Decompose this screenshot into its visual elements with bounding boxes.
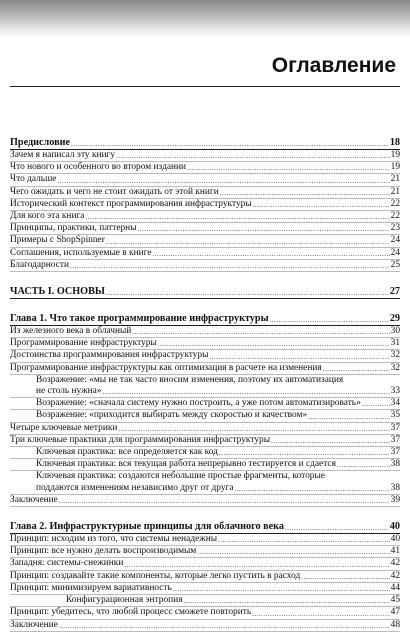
dot-leader (252, 610, 389, 619)
page-title: Оглавление (271, 54, 396, 77)
toc-entry[interactable] (10, 534, 400, 546)
dot-leader (158, 340, 390, 349)
toc-entry-title: Предисловие (10, 137, 70, 148)
toc-entry-title-line1: Ключевая практика: создаются небольшие простые фрагменты, которые (36, 471, 325, 482)
toc-entry-page: 42 (390, 570, 400, 581)
toc-entry-page: 37 (390, 434, 400, 445)
toc-entry-title: Конфигурационная энтропия (66, 595, 183, 606)
toc-entry-title: Программирование инфраструктуры (10, 338, 157, 349)
toc-entry[interactable] (10, 447, 400, 459)
dot-leader (235, 485, 390, 494)
toc-entry[interactable] (10, 435, 400, 447)
toc-entry-title: Программирование инфраструктуры как оптимизация в расчете на изменения (10, 362, 322, 373)
toc-entry[interactable] (10, 326, 400, 338)
toc-entry-wrapped[interactable] (10, 375, 400, 398)
toc-entry[interactable] (10, 459, 400, 471)
toc-entry[interactable] (10, 174, 400, 186)
dot-leader (323, 365, 390, 374)
dot-leader (59, 497, 390, 506)
toc-entry-page: 19 (390, 162, 400, 173)
toc-entry-page: 38 (390, 459, 400, 470)
toc-entry-page: 48 (390, 619, 400, 630)
toc-entry-title: Соглашения, используемые в книге (10, 247, 152, 258)
toc-entry-title: Что дальше (10, 174, 57, 185)
toc-entry-title: Возражение: «сначала систему нужно построить, а уже потом автоматизировать» (36, 398, 361, 409)
toc-entry-page: 31 (390, 338, 400, 349)
toc-entry[interactable] (10, 607, 400, 619)
dot-leader (197, 548, 389, 557)
toc-entry-title: Благодарности (10, 259, 69, 270)
toc-entry-page: 24 (390, 235, 400, 246)
toc-entry[interactable] (10, 495, 400, 507)
dot-leader (285, 524, 389, 533)
toc-entry-title: Четыре ключевые метрики (10, 422, 118, 433)
toc-entry-page: 45 (390, 595, 400, 606)
toc-entry-title: Три ключевые практики для программирования инфраструктуры (10, 434, 270, 445)
toc-entry-page: 40 (390, 534, 400, 545)
dot-leader (116, 152, 390, 161)
toc-entry[interactable] (10, 338, 400, 350)
dot-leader (173, 585, 390, 594)
toc-entry-page: 32 (390, 350, 400, 361)
toc-entry-page: 37 (390, 447, 400, 458)
toc-entry-page: 30 (390, 326, 400, 337)
toc-entry-title: Зачем я написал эту книгу (10, 150, 116, 160)
toc-entry-title: Из железного века в облачный (10, 326, 132, 337)
toc-entry[interactable] (10, 199, 400, 211)
toc-entry-chapter-2[interactable] (10, 521, 400, 534)
toc-entry-page: 33 (390, 386, 400, 397)
dot-leader (184, 597, 390, 606)
dot-leader (253, 201, 390, 210)
section-gap (10, 272, 400, 285)
toc-entry-title-line2: поддаются изменениям независимо друг от друга (36, 482, 234, 493)
toc-entry-page: 27 (389, 286, 400, 298)
dot-leader (106, 289, 389, 298)
dot-leader (71, 140, 389, 149)
toc-entry-chapter-1[interactable] (10, 313, 400, 326)
toc-entry-title: Принципы, практики, паттерны (10, 223, 137, 234)
dot-leader (70, 262, 390, 271)
toc-entry-title: ЧАСТЬ I. ОСНОВЫ (10, 286, 105, 298)
toc-entry-page: 23 (390, 223, 400, 234)
toc-entry-page: 22 (390, 211, 400, 222)
toc-entry-title: Принцип: минимизируем вариативность (10, 582, 172, 593)
toc-entry[interactable] (10, 363, 400, 375)
toc-entry-page: 32 (390, 362, 400, 373)
dot-leader (152, 250, 389, 259)
toc-entry-title: Глава 1. Что такое программирование инфраструктуры (10, 313, 269, 325)
toc-entry-page: 35 (390, 410, 400, 421)
toc-entry-title: Заключение (10, 619, 58, 630)
toc-entry[interactable] (10, 162, 400, 174)
toc-entry-title-line1: Возражение: «мы не так часто вносим изменения, поэтому их автоматизация (36, 374, 344, 385)
toc-entry[interactable] (10, 235, 400, 247)
dot-leader (138, 225, 390, 234)
toc-entry[interactable] (10, 211, 400, 223)
toc-entry-title: Для кого эта книга (10, 211, 85, 222)
dot-leader (209, 353, 389, 362)
toc-entry-title: Примеры с ShopSpinner (10, 235, 105, 246)
toc-entry[interactable] (10, 187, 400, 199)
toc-entry-page: 47 (390, 607, 400, 618)
dot-leader (102, 388, 389, 397)
dot-leader (270, 316, 389, 325)
toc-entry[interactable] (10, 223, 400, 235)
toc-entry-title: Достоинства программирования инфраструктуры (10, 350, 209, 361)
dot-leader (106, 238, 390, 247)
toc-entry[interactable] (10, 150, 400, 162)
toc-entry-title: Принцип: исходим из того, что системы ненадежны (10, 534, 218, 545)
toc-entry-title: Чего ожидать и чего не стоит ожидать от этой книги (10, 186, 219, 197)
toc-entry-title: Ключевая практика: вся текущая работа непрерывно тестируется и сдается (36, 459, 336, 470)
toc-entry-page: 42 (390, 558, 400, 569)
toc-entry-title: Возражение: «приходится выбирать между скоростью и качеством» (36, 410, 308, 421)
toc-entry-preface[interactable] (10, 137, 400, 150)
section-gap (10, 507, 400, 520)
header-gradient-band (0, 0, 410, 38)
toc-entry-page: 39 (390, 494, 400, 505)
toc-entry-title: Принцип: убедитесь, что любой процесс сможете повторить (10, 607, 252, 618)
toc-entry[interactable] (10, 620, 400, 632)
toc-entry-page: 34 (390, 398, 400, 409)
toc-entry-title: Ключевая практика: все определяется как код (36, 447, 218, 458)
toc-entry-title: Заключение (10, 494, 58, 505)
toc-entry-title: Исторический контекст программирования инфраструктуры (10, 198, 252, 209)
dot-leader (132, 328, 389, 337)
toc-entry-title: Принцип: все нужно делать воспроизводимым (10, 546, 197, 557)
toc-entry[interactable] (10, 350, 400, 362)
dot-leader (271, 437, 390, 446)
toc-entry[interactable] (10, 595, 400, 607)
dot-leader (301, 573, 389, 582)
toc-entry[interactable] (10, 571, 400, 583)
dot-leader (59, 622, 390, 631)
toc-entry-page: 24 (390, 247, 400, 258)
toc-entry-page: 40 (389, 521, 400, 533)
toc-entry-wrapped[interactable] (10, 471, 400, 494)
toc-entry[interactable] (10, 398, 400, 410)
dot-leader (220, 189, 390, 198)
toc-entry-page: 44 (390, 582, 400, 593)
title-divider (10, 86, 400, 87)
toc-entry-title-line2: не столь нужна» (36, 386, 102, 397)
toc-entry-title: Западня: системы-снежинки (10, 558, 124, 569)
dot-leader (218, 536, 390, 545)
dot-leader (118, 425, 389, 434)
toc-entry[interactable] (10, 558, 400, 570)
toc-entry-page: 21 (390, 174, 400, 185)
dot-leader (57, 177, 389, 186)
toc-entry-page: 29 (389, 313, 400, 325)
toc-entry-part-1[interactable] (10, 286, 400, 299)
toc-entry-page: 38 (390, 482, 400, 493)
toc-entry-page: 37 (390, 422, 400, 433)
toc-entry-page: 19 (390, 150, 400, 160)
dot-leader (308, 413, 389, 422)
dot-leader (362, 400, 390, 409)
toc-entry-page: 41 (390, 546, 400, 557)
dot-leader (337, 461, 390, 470)
toc-entry[interactable] (10, 410, 400, 422)
toc-entry-page: 18 (389, 137, 400, 148)
section-gap (10, 299, 400, 312)
dot-leader (219, 449, 390, 458)
toc-entry[interactable] (10, 248, 400, 260)
dot-leader (85, 213, 389, 222)
table-of-contents (10, 136, 400, 632)
toc-entry[interactable] (10, 260, 400, 272)
toc-entry[interactable] (10, 546, 400, 558)
dot-leader (187, 164, 390, 173)
toc-entry-page: 25 (390, 259, 400, 270)
toc-entry-page: 22 (390, 198, 400, 209)
dot-leader (124, 561, 389, 570)
toc-entry[interactable] (10, 423, 400, 435)
toc-entry-title: Что нового и особенного во втором издании (10, 162, 187, 173)
toc-entry-title: Глава 2. Инфраструктурные принципы для облачного века (10, 521, 284, 533)
toc-entry-title: Принцип: создавайте такие компоненты, которые легко пустить в расход (10, 570, 301, 581)
toc-entry-page: 21 (390, 186, 400, 197)
